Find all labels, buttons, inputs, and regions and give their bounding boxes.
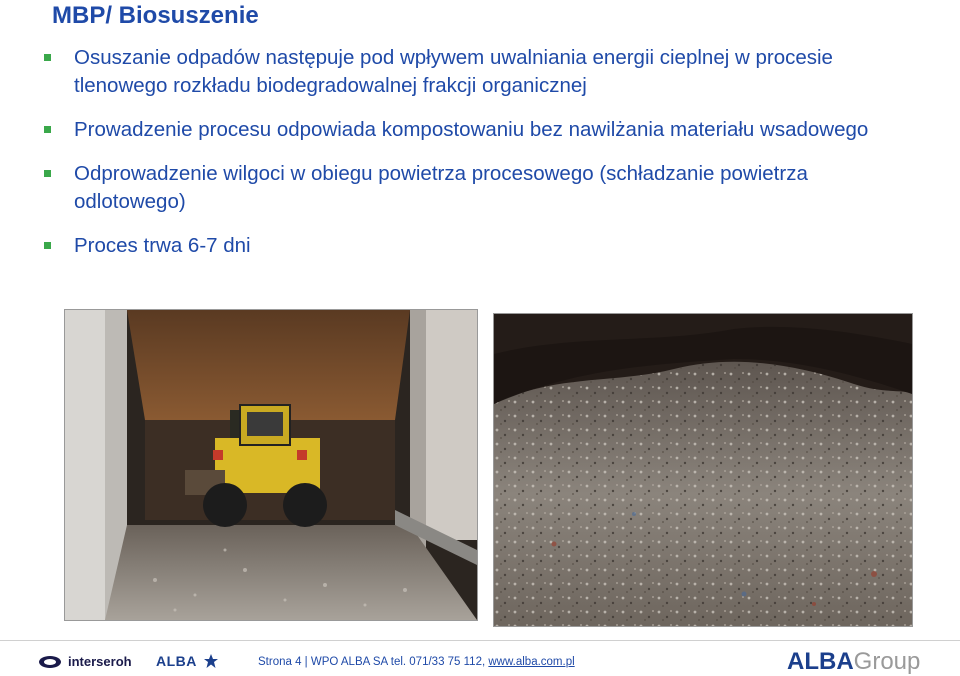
bullet-item bbox=[44, 116, 924, 144]
alba-group-logo-alba: ALBA bbox=[787, 648, 854, 675]
photo-waste-pile bbox=[493, 313, 913, 627]
alba-logo bbox=[156, 653, 219, 669]
footer-page-info: Strona 4 | WPO ALBA SA tel. 071/33 75 112, bbox=[258, 656, 489, 668]
bullet-item bbox=[44, 232, 924, 260]
photo-loader-in-tunnel bbox=[64, 309, 478, 621]
bullet-item bbox=[44, 44, 924, 100]
square-bullet-icon bbox=[44, 54, 51, 61]
bullet-text: Prowadzenie procesu odpowiada kompostowaniu bez nawilżania materiału wsadowego bbox=[74, 118, 869, 141]
bullet-text: Odprowadzenie wilgoci w obiegu powietrza procesowego (schładzanie powietrza odlotowego) bbox=[74, 162, 808, 213]
alba-logo-text: ALBA bbox=[156, 653, 197, 669]
alba-emblem-icon bbox=[203, 653, 219, 669]
alba-group-logo bbox=[787, 648, 920, 676]
interseroh-logo-text: interseroh bbox=[68, 654, 132, 669]
bullet-list bbox=[44, 44, 924, 276]
footer-info bbox=[258, 656, 575, 668]
square-bullet-icon bbox=[44, 170, 51, 177]
interseroh-logo bbox=[38, 654, 132, 669]
square-bullet-icon bbox=[44, 242, 51, 249]
footer-website-link[interactable]: www.alba.com.pl bbox=[488, 656, 575, 668]
alba-group-logo-group: Group bbox=[853, 648, 921, 675]
bullet-item bbox=[44, 160, 924, 216]
slide-title: MBP/ Biosuszenie bbox=[52, 2, 259, 29]
bullet-text: Proces trwa 6-7 dni bbox=[74, 234, 251, 257]
square-bullet-icon bbox=[44, 126, 51, 133]
footer-divider bbox=[0, 640, 960, 641]
interseroh-mark-icon bbox=[38, 655, 62, 669]
bullet-text: Osuszanie odpadów następuje pod wpływem uwalniania energii cieplnej w procesie tlenowego rozkładu biodegradowalnej frakcji organicznej bbox=[74, 46, 833, 97]
